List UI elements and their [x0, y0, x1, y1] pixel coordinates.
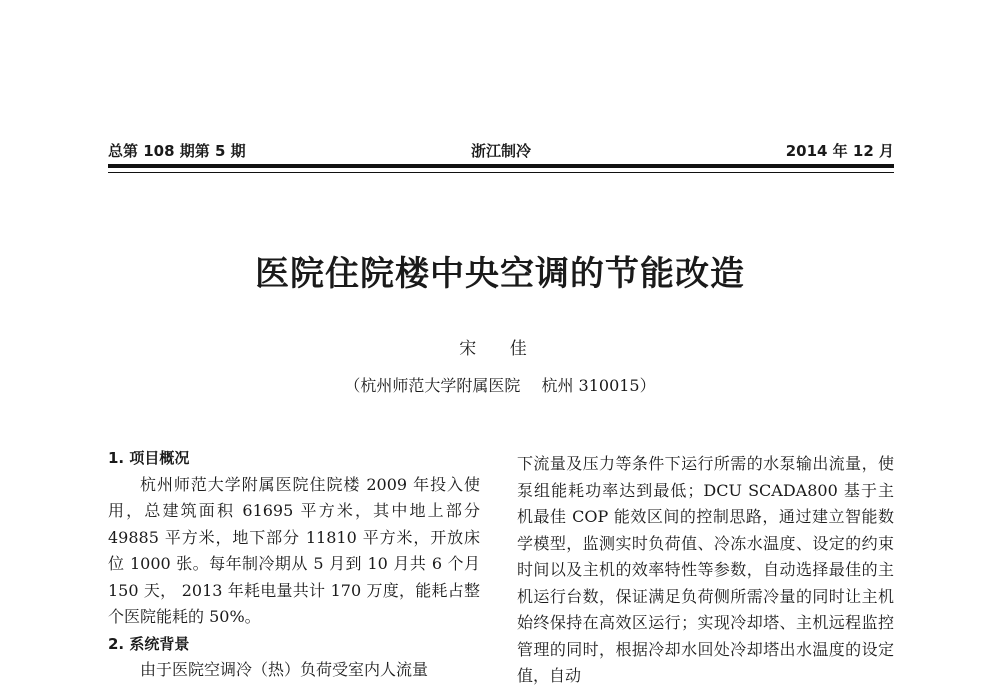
section-heading-2: 2. 系统背景 [108, 634, 190, 653]
left-column [108, 445, 480, 684]
issue-date: 2014 年 12 月 [785, 142, 894, 160]
section-paragraph-1: 杭州师范大学附属医院住院楼 2009 年投入使用，总建筑面积 61695 平方米，其中地上部分 49885 平方米，地下部分 11810 平方米，开放床位 1000 张。每年制冷期从 5 月到 10 月共 6 个月 150 天， 2013 年耗电量共计 170 万度，能耗占整个医院能耗的 50%。 [108, 474, 480, 626]
journal-name: 浙江制冷 [470, 142, 531, 160]
header-rule-thin [108, 172, 894, 173]
author-affiliation: （杭州师范大学附属医院 杭州 310015） [344, 376, 656, 395]
right-column [517, 451, 894, 690]
article-title: 医院住院楼中央空调的节能改造 [255, 254, 745, 294]
header-rule-thick [108, 164, 894, 168]
issue-number: 总第 108 期第 5 期 [108, 142, 246, 160]
section-paragraph-2: 由于医院空调冷（热）负荷受室内人流量 [140, 660, 429, 679]
section-heading-1: 1. 项目概况 [108, 449, 190, 467]
body-paragraph: 下流量及压力等条件下运行所需的水泵输出流量，使泵组能耗功率达到最低；DCU SCADA800 基于主机最佳 COP 能效区间的控制思路，通过建立智能数学模型，监测实时负荷值、冷冻水温度、设定的约束时间以及主机的效率特性等参数，自动选择最佳的主机运行台数，保证满足负荷侧所需冷量的同时让主机始终保持在高效区运行；实现冷却塔、主机远程监控管理的同时，根据冷却水回处冷却塔出水温度的设定值，自动 [517, 454, 894, 685]
author-name: 宋 佳 [459, 339, 541, 359]
